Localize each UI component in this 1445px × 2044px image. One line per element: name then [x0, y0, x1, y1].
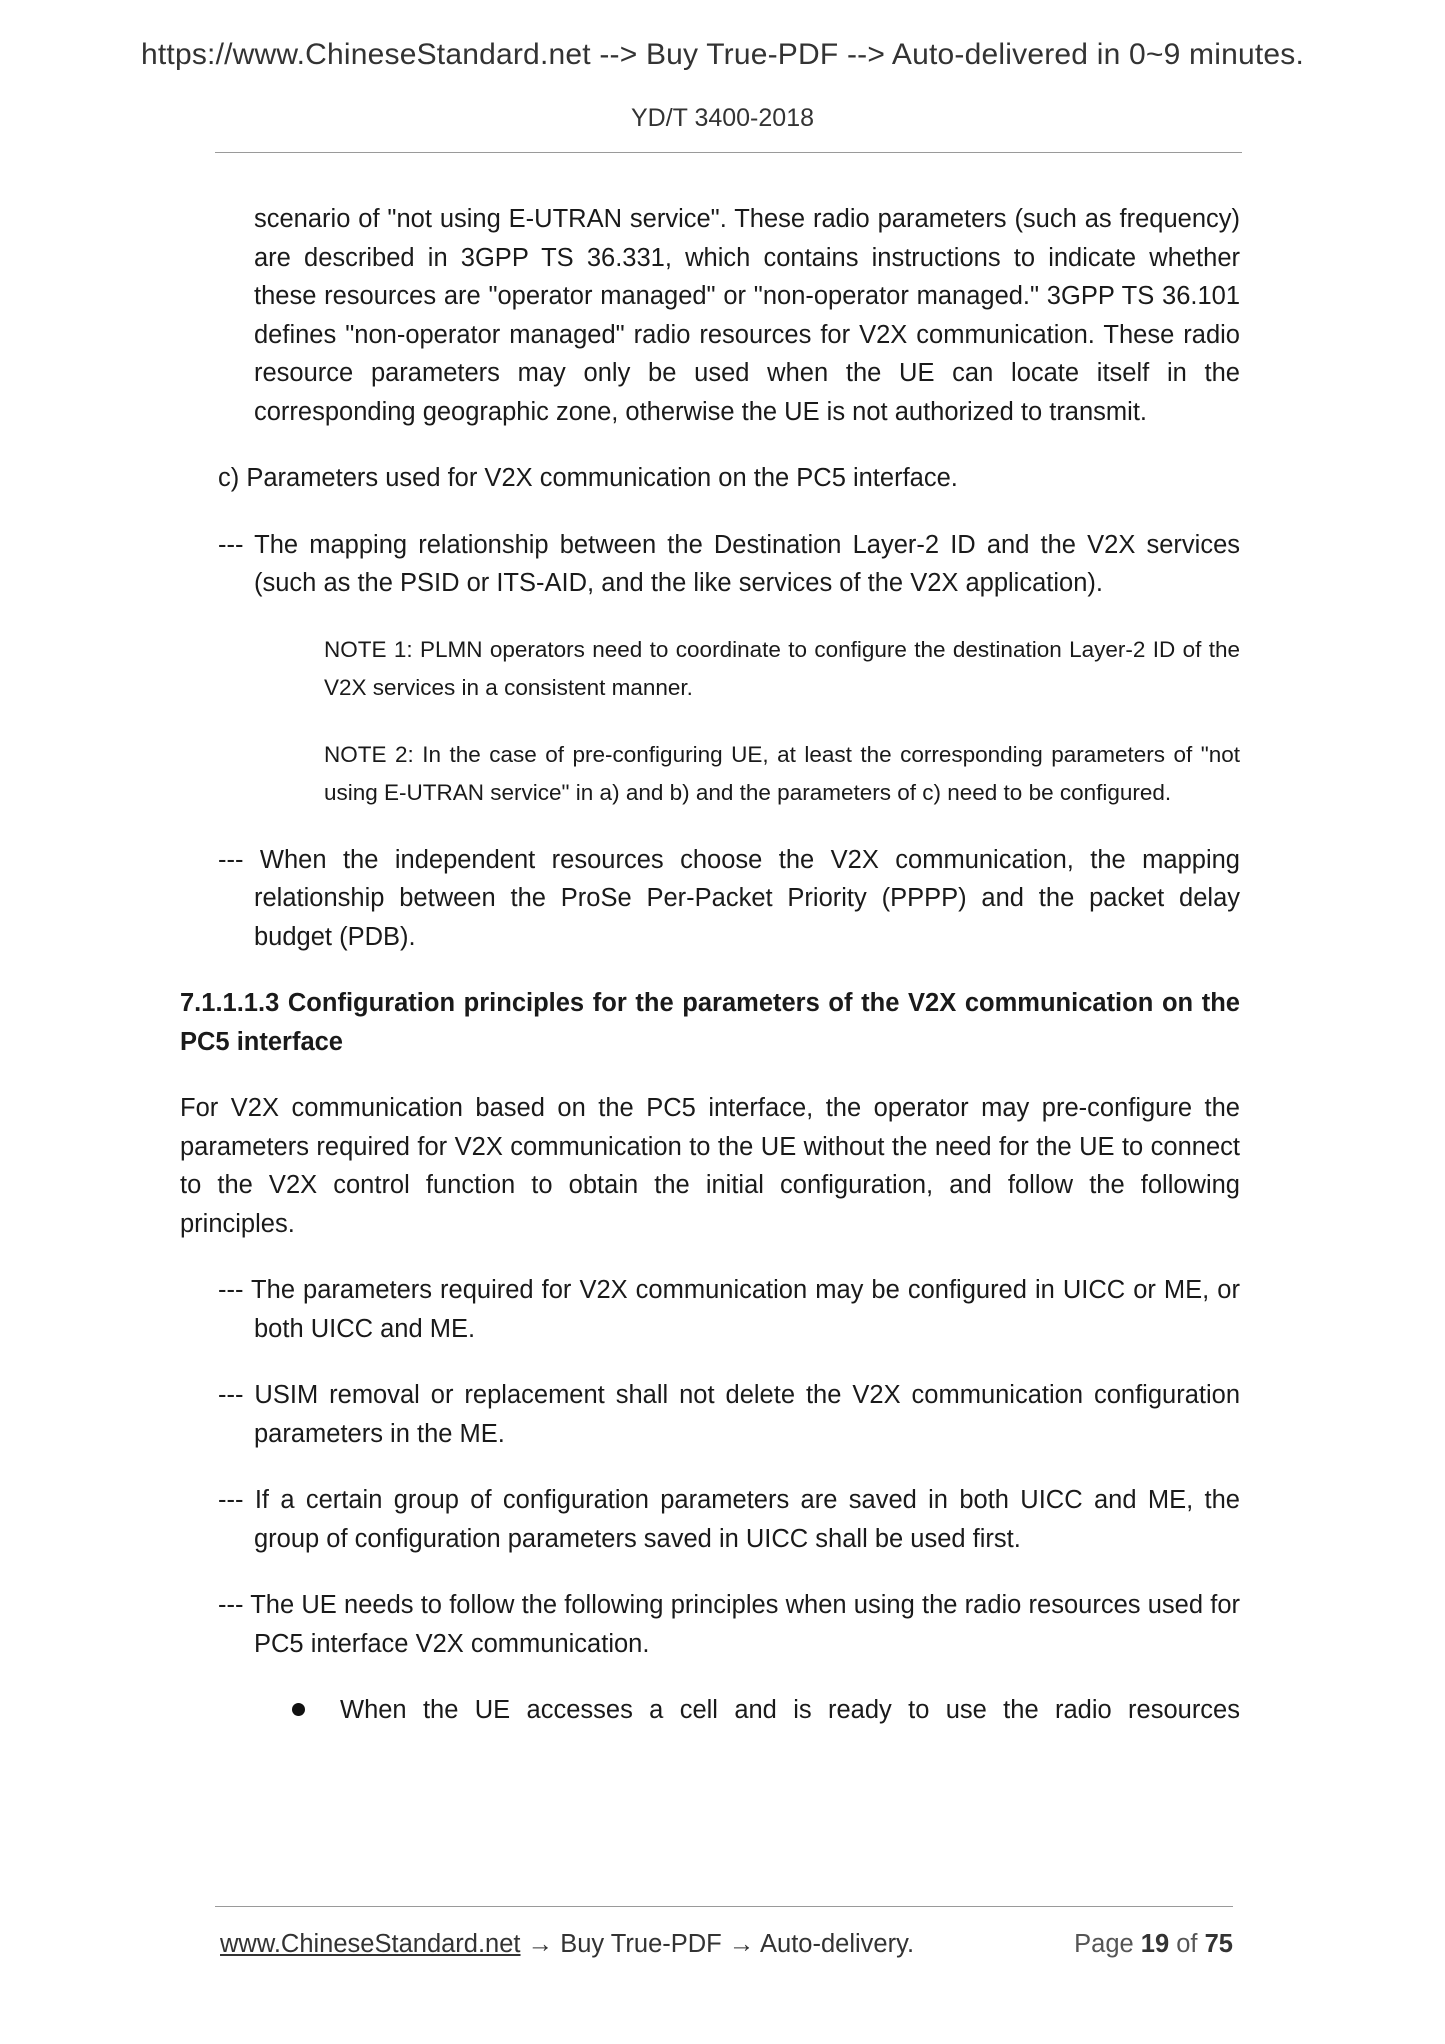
dash-item-independent-resources: --- When the independent resources choose the V2X communication, the mapping relationship between the ProSe Per-Packet Priority (PPPP) and the packet delay budget (PDB). — [218, 845, 1240, 951]
principle-item: --- The parameters required for V2X communication may be configured in UICC or ME, or both UICC and ME. — [218, 1276, 1240, 1343]
bullet-item-text: When the UE accesses a cell and is ready to use the radio resources — [340, 1696, 1240, 1724]
note-2: NOTE 2: In the case of pre-configuring UE, at least the corresponding parameters of "not using E-UTRAN service" in a) and b) and the parameters of c) need to be configured. — [324, 741, 1240, 805]
dash-item-mapping: --- The mapping relationship between the Destination Layer-2 ID and the V2X services (such as the PSID or ITS-AID, and the like services of the V2X application). — [218, 530, 1240, 597]
footer-promo — [220, 1930, 914, 1959]
list-item-c: c) Parameters used for V2X communication on the PC5 interface. — [218, 464, 958, 492]
section-heading: 7.1.1.1.3 Configuration principles for the parameters of the V2X communication on the PC5 interface — [180, 989, 1240, 1056]
page-total: 75 — [1204, 1930, 1233, 1958]
footer-delivery-text: Auto-delivery. — [760, 1930, 915, 1958]
paragraph-scenario: scenario of "not using E-UTRAN service". These radio parameters (such as frequency) are described in 3GPP TS 36.331, which contains instructions to indicate whether these resources are "operator managed" or "non-operator managed." 3GPP TS 36.101 defines "non-operator managed" radio resources for V2X communication. These radio resource parameters may only be used when the UE can locate itself in the corresponding geographic zone, otherwise the UE is not authorized to transmit. — [254, 205, 1240, 426]
of-label: of — [1176, 1930, 1198, 1958]
bullet-item — [218, 1691, 1240, 1730]
arrow-right-icon: → — [728, 1930, 755, 1958]
paragraph-pc5: For V2X communication based on the PC5 interface, the operator may pre-configure the parameters required for V2X communication to the UE without the need for the UE to connect to the V2X control function to obtain the initial configuration, and follow the following principles. — [180, 1094, 1240, 1238]
principle-item: --- The UE needs to follow the following principles when using the radio resources used for PC5 interface V2X communication. — [218, 1591, 1240, 1658]
page-counter — [1074, 1930, 1233, 1959]
bullet-dot-icon — [292, 1703, 305, 1716]
page-body — [180, 200, 1240, 1730]
principle-item: --- If a certain group of configuration parameters are saved in both UICC and ME, the group of configuration parameters saved in UICC shall be used first. — [218, 1486, 1240, 1553]
footer-site-link[interactable]: www.ChineseStandard.net — [220, 1930, 521, 1958]
principle-item: --- USIM removal or replacement shall not delete the V2X communication configuration parameters in the ME. — [218, 1381, 1240, 1448]
page-number: 19 — [1140, 1930, 1170, 1958]
header-divider — [215, 152, 1242, 153]
note-1: NOTE 1: PLMN operators need to coordinate to configure the destination Layer-2 ID of the V2X services in a consistent manner. — [324, 636, 1240, 700]
source-banner: https://www.ChineseStandard.net --> Buy True-PDF --> Auto-delivered in 0~9 minutes. — [141, 38, 1304, 71]
arrow-right-icon: → — [527, 1930, 554, 1958]
page-label: Page — [1074, 1930, 1134, 1958]
footer-buy-text: Buy True-PDF — [560, 1930, 722, 1958]
standard-code: YD/T 3400-2018 — [631, 104, 814, 132]
footer-divider — [215, 1906, 1233, 1907]
